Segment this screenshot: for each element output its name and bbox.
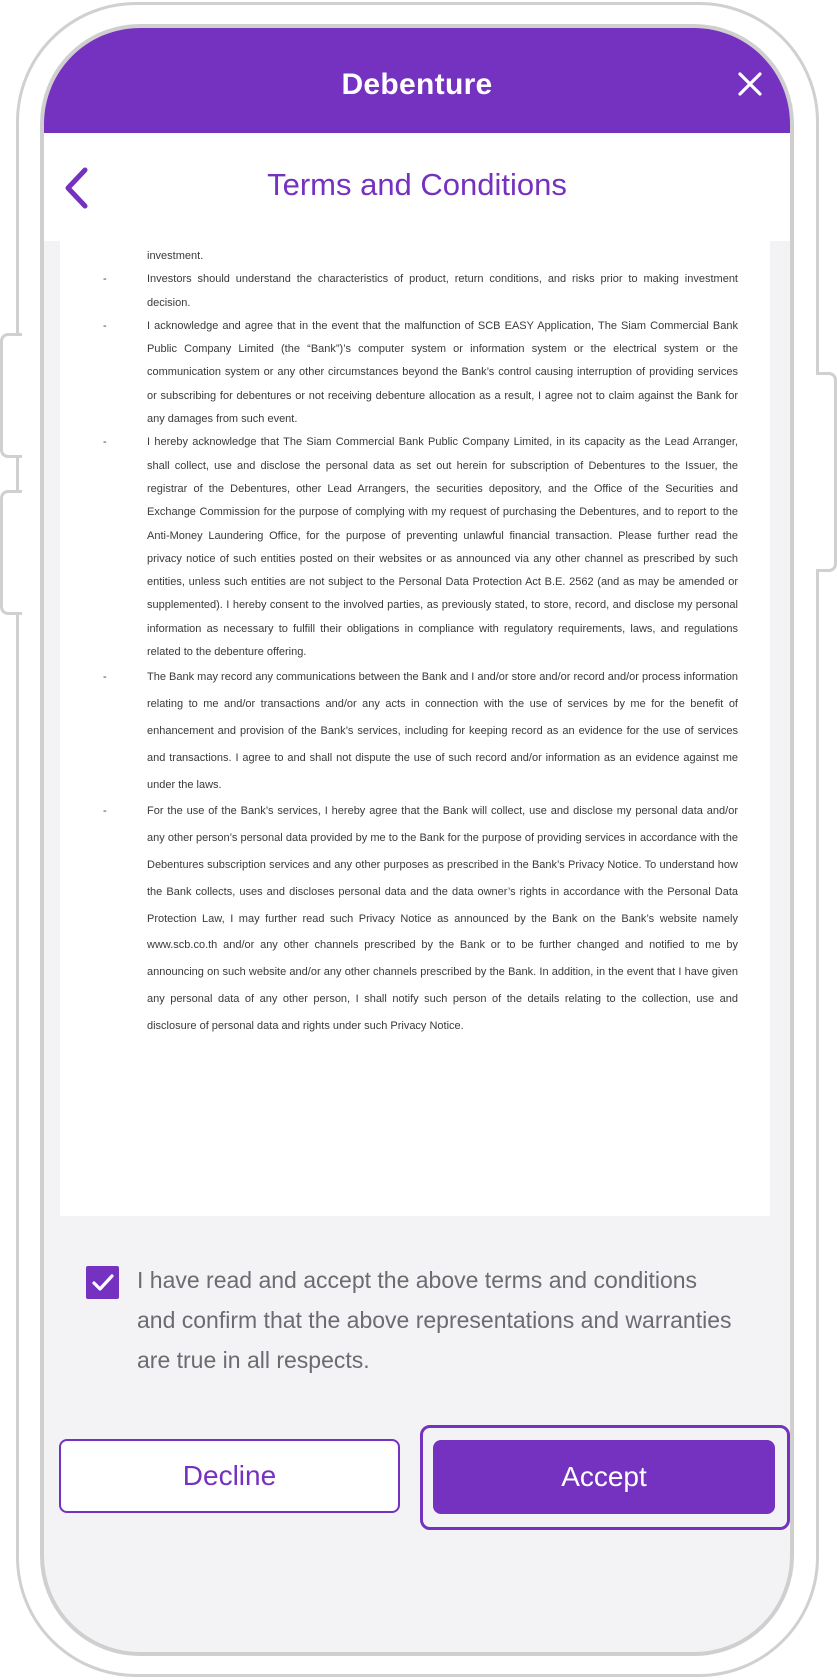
close-button[interactable] [730, 64, 770, 104]
term-text: Investors should understand the characteristics of product, return conditions, and risks prior to making investment decision. [147, 273, 738, 309]
agreement-text[interactable]: I have read and accept the above terms and conditions and confirm that the above representations and warranties are true in all respects. [137, 1267, 732, 1373]
terms-list [60, 241, 770, 1040]
volume-up-button [0, 333, 22, 458]
terms-scroll-area[interactable] [60, 241, 770, 1216]
term-item [60, 664, 770, 798]
terms-partial-line: investment. [147, 250, 204, 262]
term-text: I acknowledge and agree that in the event that the malfunction of SCB EASY Application, The Siam Commercial Bank Public Company Limited (the “Bank”)’s computer system or information system or the electrical system or the communication system or any other circumstances beyond the Bank’s control causing interruption of providing services or subscribing for debentures or not receiving debenture allocation as a result, I agree not to claim against the Bank for any damages from such event. [147, 319, 738, 426]
term-item [60, 798, 770, 1039]
volume-down-button [0, 490, 22, 615]
screen [40, 24, 794, 1656]
term-bullet: - [103, 273, 107, 286]
app-title: Debenture [341, 68, 493, 101]
power-button [816, 372, 837, 572]
term-item [60, 431, 770, 664]
page-title: Terms and Conditions [267, 167, 567, 202]
accept-focus-ring [420, 1425, 790, 1530]
term-text: I hereby acknowledge that The Siam Commercial Bank Public Company Limited, in its capacity as the Lead Arranger, shall collect, use and disclose the personal data as set out herein for subscription of Debentures to the Issuer, the registrar of the Debentures, other Lead Arrangers, the securities depository, and the Office of the Securities and Exchange Commission for the purpose of complying with my request of purchasing the Debentures, and to report to the Anti-Money Laundering Office, for the purpose of preventing unlawful financial transaction. Please further read the privacy notice of such entities posted on their websites or as announced via any other channel as prescribed by such entities, unless such entities are not subject to the Personal Data Protection Act B.E. 2562 (and as may be amended or supplemented). I hereby consent to the involved parties, as previously stated, to store, record, and disclose my personal information as necessary to fulfill their obligations in compliance with regulatory requirements, laws, and regulations related to the debenture offering. [147, 436, 738, 659]
term-item [60, 315, 770, 431]
term-text: For the use of the Bank’s services, I hereby agree that the Bank will collect, use and disclose my personal data and/or any other person’s personal data provided by me to the Bank for the purpose of providing services in accordance with the Debentures subscription services and any other purposes as prescribed in the Bank’s Privacy Notice. To understand how the Bank collects, uses and discloses personal data and the data owner’s rights in accordance with the Personal Data Protection Law, I may further read such Privacy Notice as announced by the Bank on the Bank’s website namely www.scb.co.th and/or any other channels prescribed by the Bank or to be further changed and notified to me by announcing on such website and/or any other channels prescribed by the Bank. In addition, in the event that I have given any personal data of any other person, I shall notify such person of the details relating to the collection, use and disclosure of personal data and rights under such Privacy Notice. [147, 805, 738, 1032]
checkmark-icon [91, 1273, 115, 1293]
decline-button[interactable]: Decline [59, 1439, 400, 1513]
subheader [44, 133, 790, 241]
term-bullet: - [103, 319, 107, 332]
term-text: The Bank may record any communications between the Bank and I and/or store and/or record and/or process information relating to me and/or transactions and/or any acts in connection with the use of services by me for the benefit of enhancement and provision of the Bank’s services, including for keeping record as an evidence for the use of services and transactions. I agree to and shall not dispute the use of such record and/or information as an evidence against me under the laws. [147, 671, 738, 791]
app-header [44, 28, 790, 133]
term-item [60, 268, 770, 315]
close-icon [737, 71, 763, 97]
term-bullet: - [103, 671, 107, 684]
accept-button[interactable]: Accept [433, 1440, 775, 1514]
accept-terms-checkbox[interactable] [86, 1266, 119, 1299]
term-bullet: - [103, 436, 107, 449]
term-bullet: - [103, 805, 107, 818]
